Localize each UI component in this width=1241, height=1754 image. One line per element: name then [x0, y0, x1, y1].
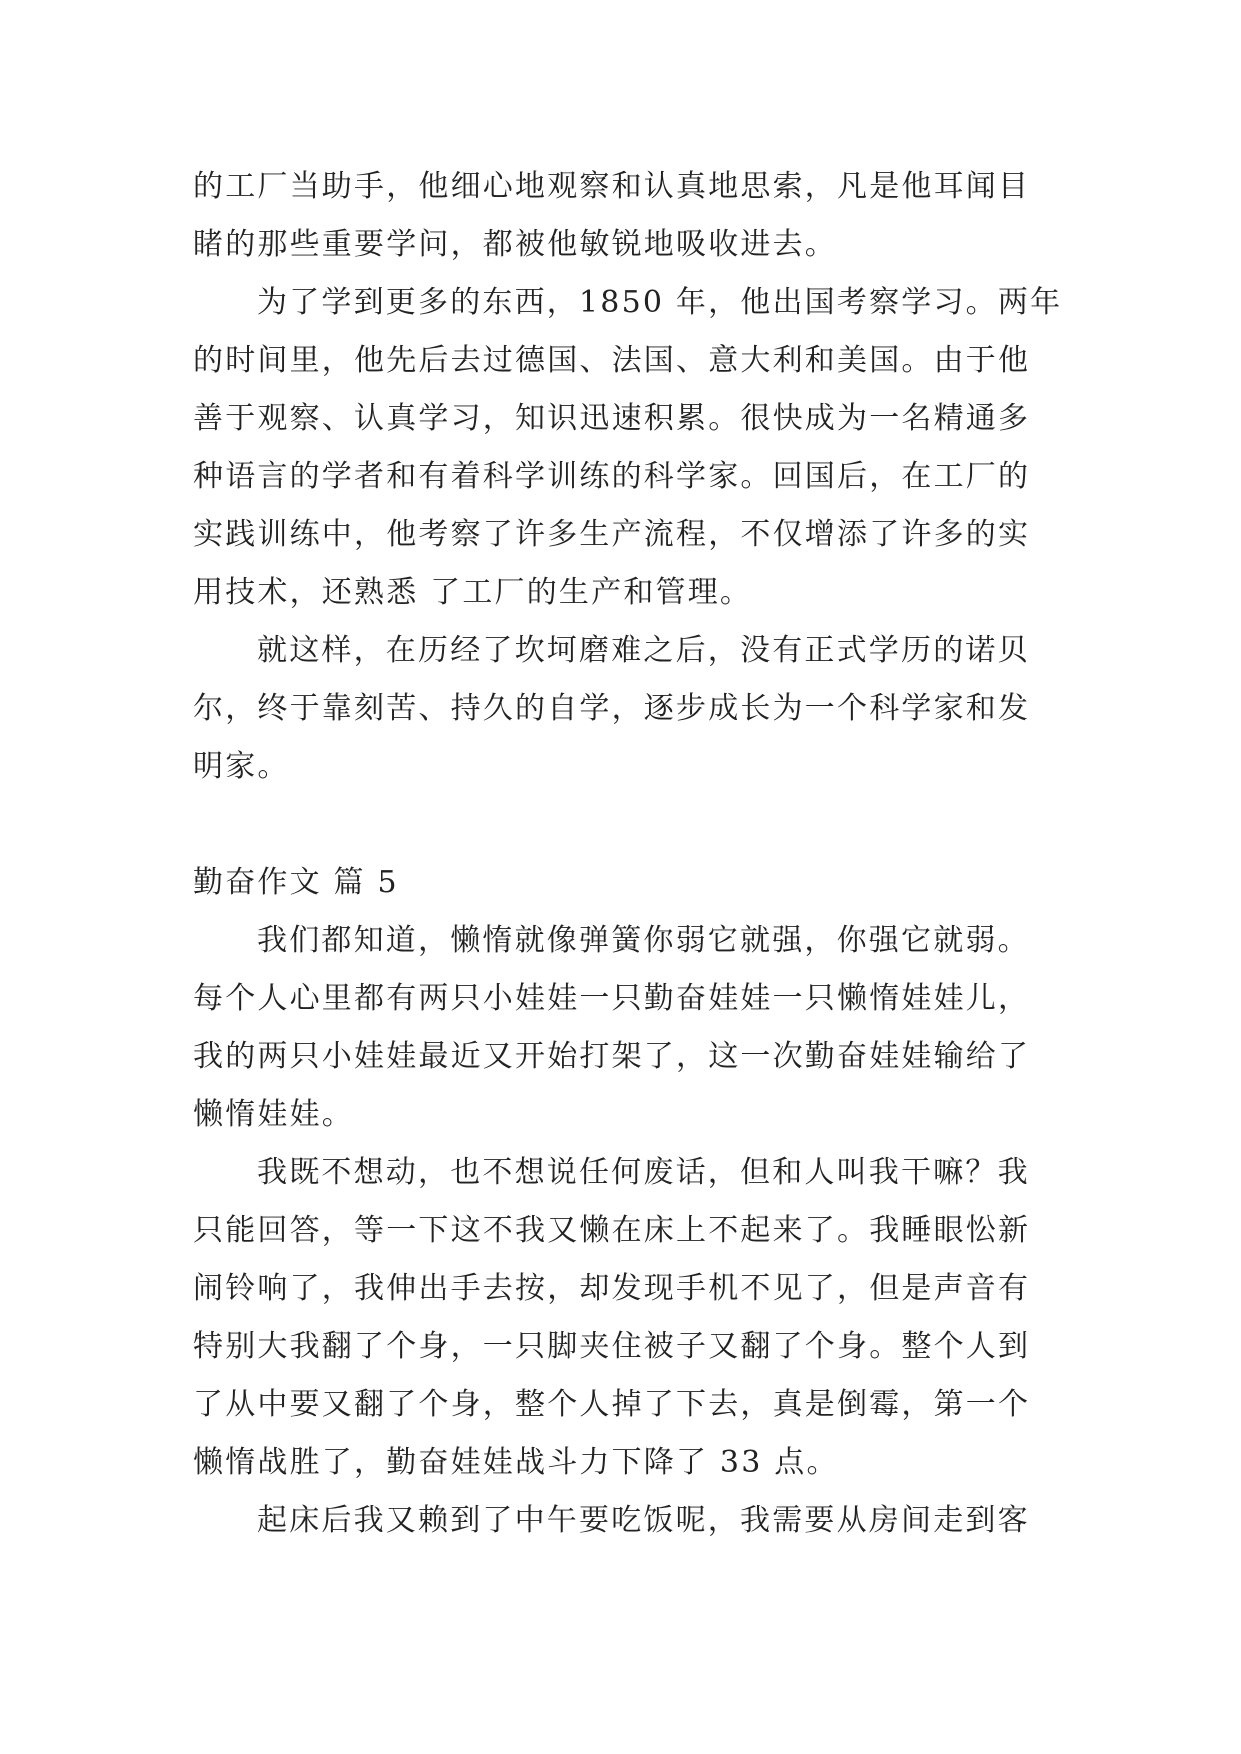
text-line: 特别大我翻了个身，一只脚夹住被子又翻了个身。整个人到: [193, 1329, 1031, 1364]
paragraph: [193, 158, 1053, 274]
text-line: 了从中要又翻了个身，整个人掉了下去，真是倒霉，第一个: [193, 1387, 1031, 1422]
text-line: 只能回答，等一下这不我又懒在床上不起来了。我睡眼忪新: [193, 1213, 1031, 1248]
document-body: [193, 158, 1063, 1550]
text-line: 善于观察、认真学习，知识迅速积累。很快成为一名精通多: [193, 401, 1031, 436]
paragraph: [193, 1144, 1053, 1492]
text-line: 起床后我又赖到了中午要吃饭呢，我需要从房间走到客: [257, 1503, 1030, 1538]
text-line: 就这样，在历经了坎坷磨难之后，没有正式学历的诺贝: [257, 633, 1030, 668]
section-spacer: [193, 796, 1053, 854]
text-line: 尔，终于靠刻苦、持久的自学，逐步成长为一个科学家和发: [193, 691, 1031, 726]
text-line: 实践训练中，他考察了许多生产流程，不仅增添了许多的实: [193, 517, 1031, 552]
text-line: 为了学到更多的东西，1850 年，他出国考察学习。两年: [257, 285, 1063, 320]
paragraph: [193, 1492, 1053, 1550]
text-line: 闹铃响了，我伸出手去按，却发现手机不见了，但是声音有: [193, 1271, 1031, 1306]
paragraph: [193, 622, 1053, 796]
text-line: 明家。: [193, 749, 290, 784]
text-line: 我的两只小娃娃最近又开始打架了，这一次勤奋娃娃输给了: [193, 1039, 1031, 1074]
text-line: 睹的那些重要学问，都被他敏锐地吸收进去。: [193, 227, 837, 262]
text-line: 用技术，还熟悉 了工厂的生产和管理。: [193, 575, 753, 610]
text-line: 种语言的学者和有着科学训练的科学家。回国后，在工厂的: [193, 459, 1031, 494]
text-line: 每个人心里都有两只小娃娃一只勤奋娃娃一只懒惰娃娃儿，: [193, 981, 1031, 1016]
text-line: 懒惰战胜了，勤奋娃娃战斗力下降了 33 点。: [193, 1445, 839, 1480]
text-line: 我们都知道，懒惰就像弹簧你弱它就强，你强它就弱。: [257, 923, 1030, 958]
text-line: 懒惰娃娃。: [193, 1097, 354, 1132]
text-line: 的时间里，他先后去过德国、法国、意大利和美国。由于他: [193, 343, 1031, 378]
text-line: 我既不想动，也不想说任何废话，但和人叫我干嘛？我: [257, 1155, 1030, 1190]
text-line: 的工厂当助手，他细心地观察和认真地思索，凡是他耳闻目: [193, 169, 1031, 204]
section-title: 勤奋作文 篇 5: [193, 865, 399, 900]
paragraph: [193, 274, 1063, 622]
paragraph: [193, 912, 1053, 1144]
